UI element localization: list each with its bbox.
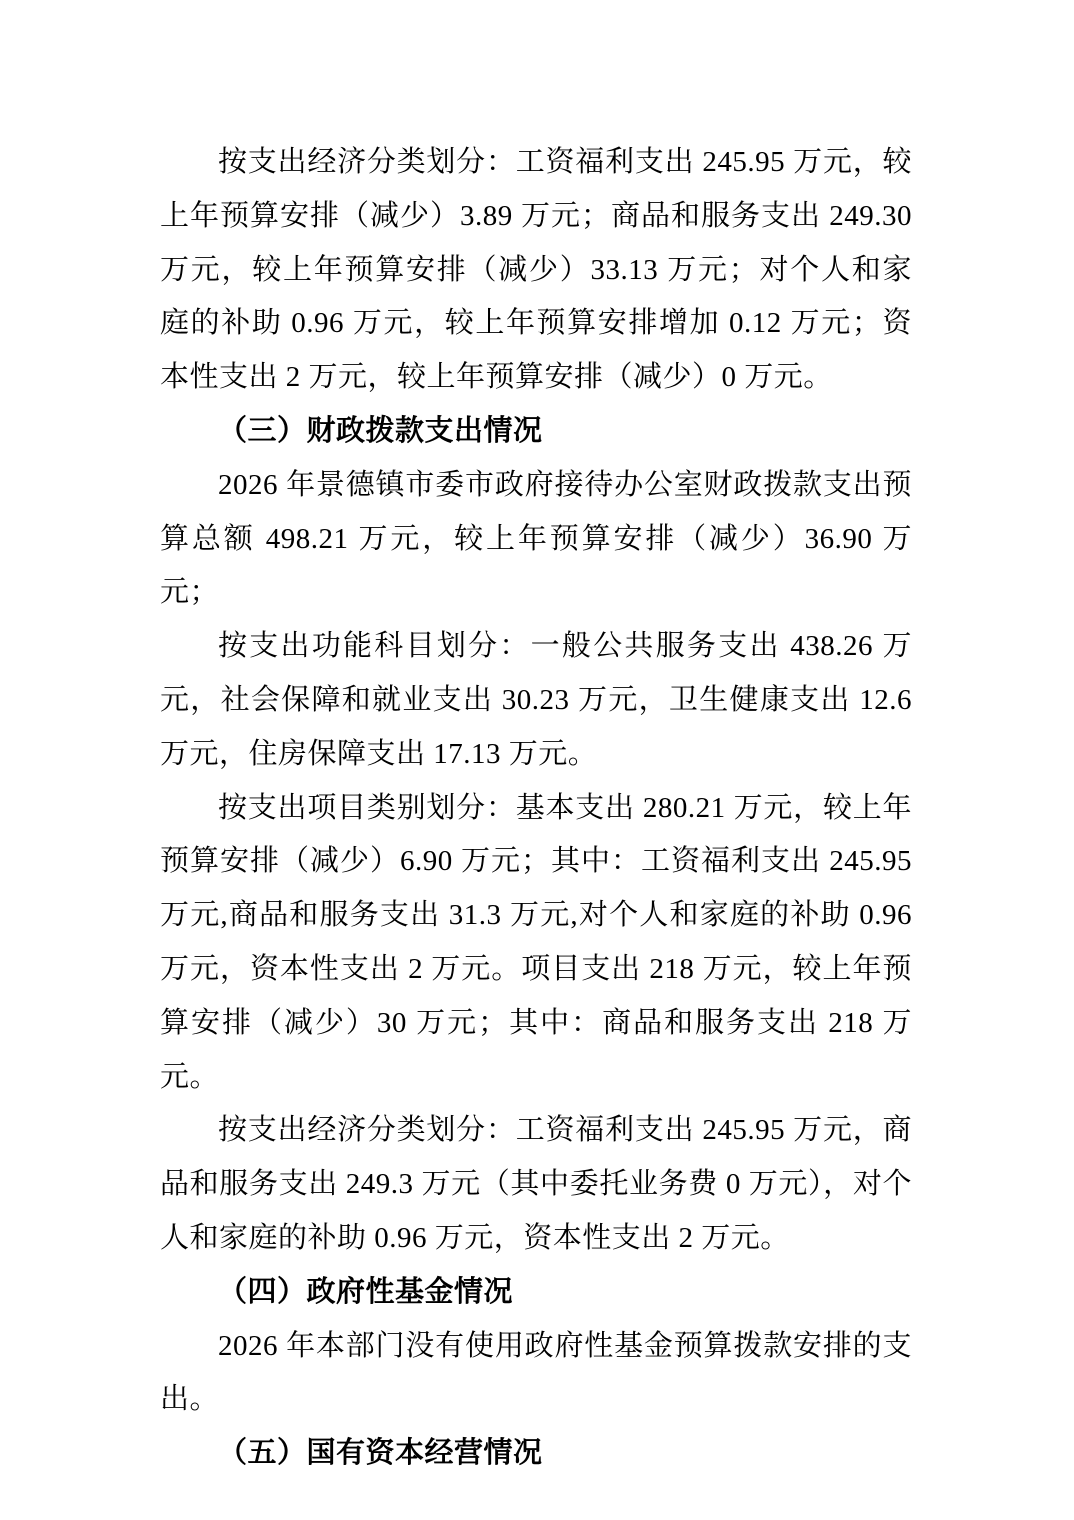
paragraph-project-category-classification: 按支出项目类别划分：基本支出 280.21 万元，较上年预算安排（减少）6.90 万元；其中：工资福利支出 245.95 万元,商品和服务支出 31.3 万元,对个人和家庭的补助 0.96 万元，资本性支出 2 万元。项目支出 218 万元，较上年预算安排（减少）30 万元；其中：商品和服务支出 218 万元。 [160, 791, 912, 1093]
paragraph-functional-classification: 按支出功能科目划分：一般公共服务支出 438.26 万元，社会保障和就业支出 30.23 万元，卫生健康支出 12.6 万元，住房保障支出 17.13 万元。 [160, 630, 912, 770]
document-text-block [160, 0, 912, 1481]
section-heading-government-funds: （四）政府性基金情况 [218, 1275, 514, 1308]
paragraph-economic-classification-appropriation: 按支出经济分类划分：工资福利支出 245.95 万元，商品和服务支出 249.3 万元（其中委托业务费 0 万元），对个人和家庭的补助 0.96 万元，资本性支出 2 万元。 [160, 1114, 912, 1254]
paragraph-government-funds-statement: 2026 年本部门没有使用政府性基金预算拨款安排的支出。 [160, 1329, 912, 1416]
paragraph-appropriation-total: 2026 年景德镇市委市政府接待办公室财政拨款支出预算总额 498.21 万元，较上年预算安排（减少）36.90 万元； [160, 468, 912, 609]
paragraph-expenditure-economic-classification: 按支出经济分类划分：工资福利支出 245.95 万元，较上年预算安排（减少）3.89 万元；商品和服务支出 249.30 万元，较上年预算安排（减少）33.13 万元；对个人和家庭的补助 0.96 万元，较上年预算安排增加 0.12 万元；资本性支出 2 万元，较上年预算安排（减少）0 万元。 [160, 146, 912, 394]
section-heading-state-owned-capital: （五）国有资本经营情况 [218, 1437, 543, 1470]
section-heading-fiscal-appropriation-expenditure: （三）财政拨款支出情况 [218, 414, 543, 447]
